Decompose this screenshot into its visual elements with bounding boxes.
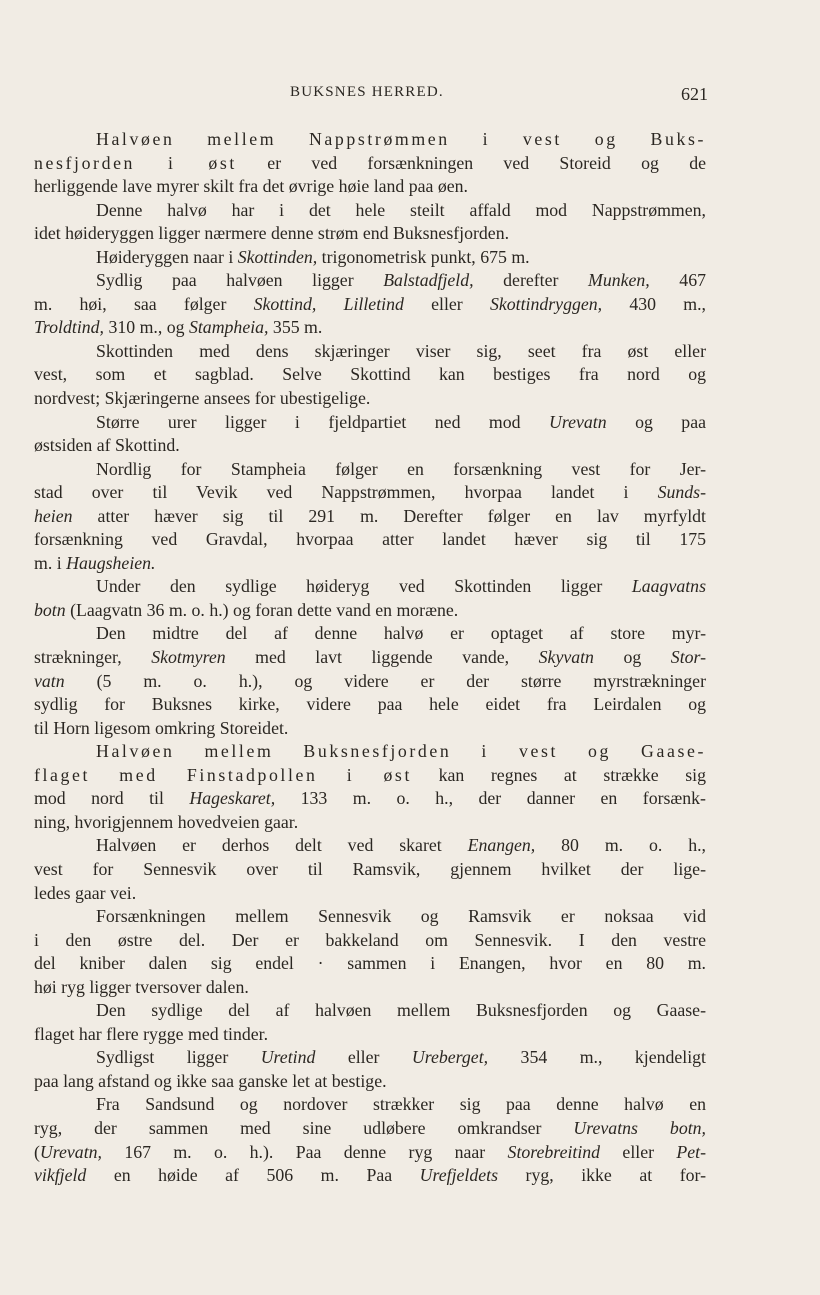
text-run: atter hæver sig til 291 m. Derefter følger en lav myrfyldt: [72, 505, 706, 526]
text-run: 310 m., og: [104, 317, 189, 338]
text-run: ryg, ikke at for-: [498, 1165, 706, 1186]
text-run: derefter: [473, 270, 589, 291]
text-line: [34, 599, 706, 623]
text-run: (: [34, 1141, 40, 1162]
italic-term: Skottind, Lilletind: [253, 293, 404, 314]
text-line: [34, 1117, 706, 1141]
italic-term: botn: [34, 599, 66, 620]
italic-term: Haugsheien.: [66, 552, 156, 573]
text-line: [34, 152, 706, 176]
italic-term: Pet-: [676, 1141, 706, 1162]
paragraph: [34, 1093, 706, 1187]
text-line: [34, 740, 706, 764]
text-run: i den østre del. Der er bakkeland om Sennesvik. I den vestre: [34, 929, 706, 950]
paragraph: [34, 999, 706, 1046]
italic-term: vikfjeld: [34, 1165, 87, 1186]
italic-term: Urefjeldets: [419, 1165, 499, 1186]
text-line: [34, 622, 706, 646]
text-line: [34, 575, 706, 599]
text-line: [34, 882, 706, 906]
text-line: [34, 458, 706, 482]
text-run: 355 m.: [268, 317, 323, 338]
text-run: m. høi, saa følger: [34, 293, 254, 314]
italic-term: Stampheia,: [188, 317, 269, 338]
text-run: ledes gaar vei.: [34, 882, 137, 903]
text-run: ning, hvorigjennem hovedveien gaar.: [34, 811, 299, 832]
paragraph: [34, 575, 706, 622]
text-line: [34, 929, 706, 953]
text-line: [34, 434, 706, 458]
italic-term: Troldtind,: [34, 317, 104, 338]
text-run: Sydligst ligger: [96, 1047, 261, 1068]
text-line: [34, 340, 706, 364]
italic-term: Hageskaret,: [189, 788, 276, 809]
text-run: 133 m. o. h., der danner en forsænk-: [275, 788, 706, 809]
text-run: vest for Sennesvik over til Ramsvik, gjennem hvilket der lige-: [34, 858, 706, 879]
text-line: [34, 411, 706, 435]
text-line: [34, 552, 706, 576]
paragraph: [34, 1046, 706, 1093]
paragraph: [34, 199, 706, 246]
text-run: er ved forsænkningen ved Storeid og de: [236, 152, 706, 173]
text-run: høi ryg ligger tversover dalen.: [34, 976, 249, 997]
text-line: [34, 481, 706, 505]
text-run: sydlig for Buksnes kirke, videre paa hele eidet fra Leirdalen og: [34, 694, 706, 715]
text-run: Større urer ligger i fjeldpartiet ned mod: [96, 411, 549, 432]
spaced-heading: nesfjorden i øst: [34, 152, 237, 173]
text-run: eller: [315, 1047, 412, 1068]
italic-term: Urevatns botn,: [573, 1117, 706, 1138]
text-line: [34, 858, 706, 882]
text-run: til Horn ligesom omkring Storeidet.: [34, 717, 289, 738]
italic-term: Urevatn: [549, 411, 607, 432]
text-line: [34, 693, 706, 717]
text-line: [34, 811, 706, 835]
text-run: østsiden af Skottind.: [34, 435, 180, 456]
text-run: 430 m.,: [602, 293, 706, 314]
italic-term: Stor-: [670, 647, 707, 668]
text-line: [34, 646, 706, 670]
text-line: [34, 293, 706, 317]
text-run: kan regnes at strække sig: [412, 764, 706, 785]
paragraph: [34, 622, 706, 740]
text-run: vest, som et sagblad. Selve Skottind kan bestiges fra nord og: [34, 364, 706, 385]
text-line: [34, 1141, 706, 1165]
text-run: (5 m. o. h.), og videre er der større myrstrækninger: [64, 670, 706, 691]
italic-term: Skotmyren: [151, 647, 226, 668]
text-line: [34, 670, 706, 694]
page-number: 621: [681, 84, 708, 104]
spaced-heading: Halvøen mellem Buksnesfjorden i vest og Gaase-: [96, 741, 706, 762]
text-run: 80 m. o. h.,: [535, 835, 706, 856]
text-run: m. i: [34, 552, 67, 573]
paragraph: [34, 269, 706, 340]
italic-term: Urevatn,: [39, 1141, 102, 1162]
spaced-heading: Halvøen mellem Nappstrømmen i vest og Buks-: [96, 129, 706, 149]
text-run: 167 m. o. h.). Paa denne ryg naar: [101, 1141, 508, 1162]
text-run: Høideryggen naar i: [96, 246, 238, 267]
page-header: [0, 84, 820, 108]
text-line: [34, 999, 706, 1023]
running-head: BUKSNES HERRED.: [290, 84, 444, 100]
italic-term: Skottindryggen,: [489, 293, 603, 314]
italic-term: Munken,: [588, 270, 650, 291]
text-run: Halvøen er derhos delt ved skaret: [96, 835, 468, 856]
text-line: [34, 952, 706, 976]
body-text: [34, 128, 706, 1188]
paragraph: [34, 458, 706, 576]
text-run: eller: [403, 293, 490, 314]
text-run: herliggende lave myrer skilt fra det øvrige høie land paa øen.: [34, 176, 468, 197]
text-run: stad over til Vevik ved Nappstrømmen, hvorpaa landet i: [34, 482, 658, 503]
text-line: [34, 316, 706, 340]
text-line: [34, 1164, 706, 1188]
text-run: Sydlig paa halvøen ligger: [96, 270, 384, 291]
italic-term: Laagvatns: [631, 576, 706, 597]
text-line: [34, 387, 706, 411]
text-run: Forsænkningen mellem Sennesvik og Ramsvik er noksaa vid: [96, 906, 706, 927]
spaced-heading: flaget med Finstadpollen i øst: [34, 764, 412, 785]
text-run: ryg, der sammen med sine udløbere omkrandser: [34, 1117, 574, 1138]
text-run: Under den sydlige høideryg ved Skottinden ligger: [96, 576, 632, 597]
text-line: [34, 363, 706, 387]
text-line: [34, 128, 706, 152]
italic-term: Balstadfjeld,: [383, 270, 474, 291]
paragraph: [34, 905, 706, 999]
text-run: (Laagvatn 36 m. o. h.) og foran dette vand en moræne.: [65, 599, 459, 620]
text-line: [34, 528, 706, 552]
text-line: [34, 505, 706, 529]
text-line: [34, 246, 706, 270]
text-line: [34, 976, 706, 1000]
text-run: Den sydlige del af halvøen mellem Buksnesfjorden og Gaase-: [96, 1000, 706, 1021]
text-run: 467: [649, 270, 706, 291]
text-run: Fra Sandsund og nordover strækker sig paa denne halvø en: [96, 1094, 706, 1115]
paragraph: [34, 834, 706, 905]
text-run: og paa: [606, 411, 706, 432]
text-run: en høide af 506 m. Paa: [86, 1165, 420, 1186]
text-run: Nordlig for Stampheia følger en forsænkning vest for Jer-: [96, 458, 706, 479]
text-run: og: [593, 647, 671, 668]
italic-term: heien: [34, 505, 73, 526]
text-line: [34, 175, 706, 199]
text-line: [34, 222, 706, 246]
text-run: forsænkning ved Gravdal, hvorpaa atter landet hæver sig til 175: [34, 529, 706, 550]
text-line: [34, 1046, 706, 1070]
text-line: [34, 1023, 706, 1047]
text-line: [34, 717, 706, 741]
text-run: nordvest; Skjæringerne ansees for ubestigelige.: [34, 388, 371, 409]
text-line: [34, 269, 706, 293]
text-line: [34, 905, 706, 929]
text-line: [34, 1093, 706, 1117]
text-run: Den midtre del af denne halvø er optaget af store myr-: [96, 623, 706, 644]
paragraph: [34, 246, 706, 270]
italic-term: Ureberget,: [411, 1047, 489, 1068]
text-run: Skottinden med dens skjæringer viser sig, seet fra øst eller: [96, 340, 706, 361]
text-line: [34, 1070, 706, 1094]
italic-term: Skyvatn: [538, 647, 594, 668]
text-run: mod nord til: [34, 788, 190, 809]
text-line: [34, 834, 706, 858]
italic-term: Enangen,: [467, 835, 536, 856]
text-line: [34, 199, 706, 223]
italic-term: Skottinden,: [237, 246, 318, 267]
text-line: [34, 787, 706, 811]
text-run: strækninger,: [34, 647, 152, 668]
text-run: idet høideryggen ligger nærmere denne strøm end Buksnesfjorden.: [34, 223, 510, 244]
text-run: flaget har flere rygge med tinder.: [34, 1023, 269, 1044]
text-run: eller: [600, 1141, 677, 1162]
paragraph: [34, 740, 706, 834]
italic-term: vatn: [34, 670, 65, 691]
text-run: paa lang afstand og ikke saa ganske let at bestige.: [34, 1070, 387, 1091]
text-run: med lavt liggende vande,: [225, 647, 539, 668]
text-run: del kniber dalen sig endel · sammen i Enangen, hvor en 80 m.: [34, 953, 706, 974]
text-run: trigonometrisk punkt, 675 m.: [317, 246, 530, 267]
paragraph: [34, 411, 706, 458]
text-run: 354 m., kjendeligt: [488, 1047, 706, 1068]
italic-term: Uretind: [260, 1047, 316, 1068]
paragraph: [34, 128, 706, 199]
text-line: [34, 764, 706, 788]
italic-term: Storebreitind: [507, 1141, 601, 1162]
italic-term: Sunds-: [657, 482, 706, 503]
text-run: Denne halvø har i det hele steilt affald mod Nappstrømmen,: [96, 199, 706, 220]
paragraph: [34, 340, 706, 411]
